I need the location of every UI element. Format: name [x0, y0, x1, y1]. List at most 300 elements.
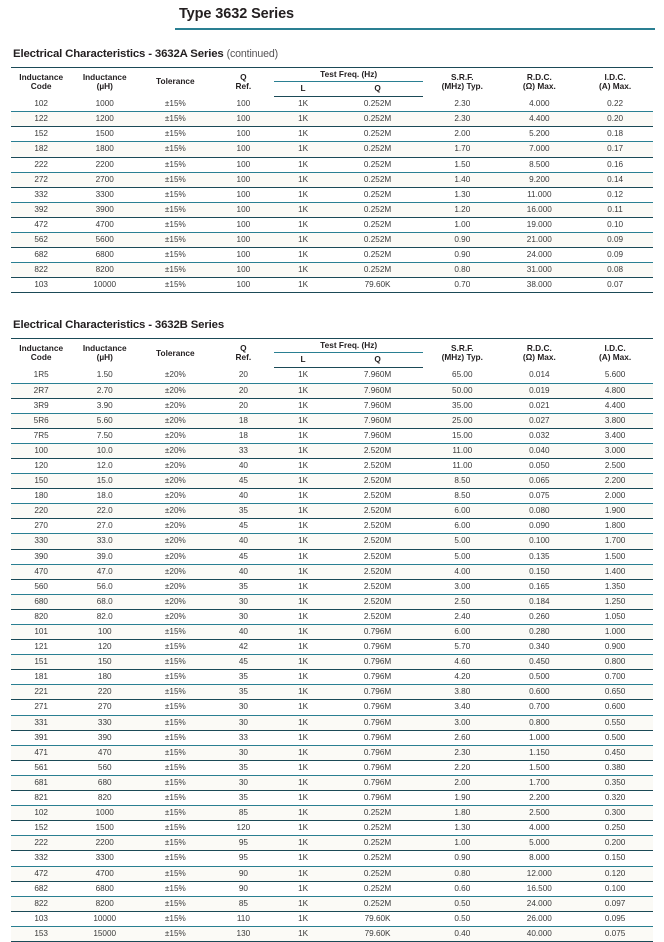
table-row: [11, 127, 653, 142]
cell-idc: 1.700: [577, 534, 653, 549]
cell-test-freq-l: 1K: [274, 926, 332, 941]
cell-idc: 0.250: [577, 821, 653, 836]
cell-srf: 3.00: [423, 715, 501, 730]
col-idc: [577, 339, 653, 368]
table-row: [11, 368, 653, 383]
col-idc-line2: (A) Max.: [598, 352, 632, 363]
cell-rdc: 0.090: [501, 519, 577, 534]
cell-srf: 6.00: [423, 625, 501, 640]
cell-tolerance: ±20%: [138, 579, 212, 594]
cell-test-freq-l: 1K: [274, 519, 332, 534]
cell-tolerance: ±20%: [138, 398, 212, 413]
col-idc-line2: (A) Max.: [598, 80, 632, 91]
cell-test-freq-q: 0.796M: [332, 730, 423, 745]
cell-test-freq-l: 1K: [274, 97, 332, 112]
cell-tolerance: ±15%: [138, 881, 212, 896]
cell-test-freq-l: 1K: [274, 625, 332, 640]
cell-test-freq-l: 1K: [274, 112, 332, 127]
cell-inductance-code: 391: [11, 730, 71, 745]
cell-inductance-code: 2R7: [11, 383, 71, 398]
cell-q-ref: 130: [213, 926, 275, 941]
col-inductance-line1: Inductance: [82, 343, 127, 354]
cell-inductance: 5.60: [71, 413, 138, 428]
cell-inductance-code: 330: [11, 534, 71, 549]
cell-rdc: 0.027: [501, 413, 577, 428]
cell-test-freq-l: 1K: [274, 760, 332, 775]
spec-table-3632b: [11, 338, 653, 942]
cell-srf: 1.20: [423, 202, 501, 217]
cell-inductance-code: 272: [11, 172, 71, 187]
table-row: [11, 745, 653, 760]
cell-srf: 11.00: [423, 458, 501, 473]
cell-test-freq-l: 1K: [274, 383, 332, 398]
cell-test-freq-l: 1K: [274, 202, 332, 217]
table-row: [11, 881, 653, 896]
cell-srf: 0.50: [423, 911, 501, 926]
cell-tolerance: ±15%: [138, 655, 212, 670]
cell-inductance: 1000: [71, 806, 138, 821]
cell-rdc: 0.080: [501, 504, 577, 519]
cell-srf: 0.80: [423, 866, 501, 881]
cell-idc: 3.400: [577, 428, 653, 443]
cell-rdc: 5.000: [501, 836, 577, 851]
cell-inductance-code: 270: [11, 519, 71, 534]
cell-test-freq-q: 7.960M: [332, 383, 423, 398]
cell-test-freq-q: 0.796M: [332, 685, 423, 700]
table-row: [11, 715, 653, 730]
cell-idc: 0.600: [577, 700, 653, 715]
cell-test-freq-l: 1K: [274, 172, 332, 187]
cell-srf: 25.00: [423, 413, 501, 428]
cell-test-freq-q: 0.796M: [332, 625, 423, 640]
cell-test-freq-q: 2.520M: [332, 519, 423, 534]
cell-tolerance: ±15%: [138, 821, 212, 836]
cell-srf: 2.40: [423, 609, 501, 624]
col-test-freq-group: Test Freq. (Hz): [274, 339, 423, 353]
cell-inductance: 330: [71, 715, 138, 730]
col-idc-line1: I.D.C.: [604, 343, 626, 354]
cell-q-ref: 100: [213, 278, 275, 293]
cell-inductance-code: 680: [11, 594, 71, 609]
cell-idc: 1.400: [577, 564, 653, 579]
table-row: [11, 443, 653, 458]
cell-rdc: 38.000: [501, 278, 577, 293]
spec-table-3632a: [11, 67, 653, 293]
cell-rdc: 8.000: [501, 851, 577, 866]
cell-srf: 2.00: [423, 127, 501, 142]
cell-tolerance: ±20%: [138, 594, 212, 609]
cell-inductance: 10000: [71, 278, 138, 293]
cell-q-ref: 20: [213, 398, 275, 413]
cell-inductance-code: 820: [11, 609, 71, 624]
col-test-freq-q: Q: [332, 353, 423, 368]
cell-srf: 50.00: [423, 383, 501, 398]
cell-rdc: 4.000: [501, 821, 577, 836]
cell-tolerance: ±15%: [138, 851, 212, 866]
table-row: [11, 730, 653, 745]
cell-tolerance: ±20%: [138, 474, 212, 489]
cell-tolerance: ±20%: [138, 519, 212, 534]
cell-test-freq-l: 1K: [274, 881, 332, 896]
cell-tolerance: ±20%: [138, 564, 212, 579]
col-rdc-line1: R.D.C.: [526, 343, 552, 354]
cell-test-freq-l: 1K: [274, 443, 332, 458]
col-srf: [423, 68, 501, 97]
cell-tolerance: ±15%: [138, 233, 212, 248]
cell-srf: 2.60: [423, 730, 501, 745]
cell-inductance-code: 151: [11, 655, 71, 670]
cell-test-freq-l: 1K: [274, 489, 332, 504]
table-row: [11, 428, 653, 443]
cell-rdc: 21.000: [501, 233, 577, 248]
cell-inductance-code: 120: [11, 458, 71, 473]
table-row: [11, 248, 653, 263]
cell-tolerance: ±15%: [138, 791, 212, 806]
cell-q-ref: 95: [213, 836, 275, 851]
cell-inductance: 12.0: [71, 458, 138, 473]
cell-tolerance: ±20%: [138, 504, 212, 519]
cell-inductance-code: 7R5: [11, 428, 71, 443]
col-q-ref-line1: Q: [240, 71, 247, 82]
cell-rdc: 0.700: [501, 700, 577, 715]
cell-test-freq-q: 79.60K: [332, 911, 423, 926]
cell-idc: 0.09: [577, 248, 653, 263]
cell-srf: 8.50: [423, 489, 501, 504]
col-test-freq-l: L: [274, 353, 332, 368]
col-tolerance: Tolerance: [156, 347, 195, 358]
cell-test-freq-q: 0.252M: [332, 881, 423, 896]
section-heading-3632a: [11, 48, 653, 60]
cell-inductance-code: 470: [11, 564, 71, 579]
cell-idc: 5.600: [577, 368, 653, 383]
cell-test-freq-l: 1K: [274, 534, 332, 549]
cell-rdc: 4.000: [501, 97, 577, 112]
cell-srf: 0.60: [423, 881, 501, 896]
cell-tolerance: ±15%: [138, 112, 212, 127]
cell-srf: 3.40: [423, 700, 501, 715]
cell-inductance-code: 472: [11, 866, 71, 881]
cell-tolerance: ±20%: [138, 368, 212, 383]
cell-q-ref: 35: [213, 760, 275, 775]
table-row: [11, 489, 653, 504]
cell-idc: 0.700: [577, 670, 653, 685]
cell-srf: 2.30: [423, 112, 501, 127]
cell-test-freq-l: 1K: [274, 730, 332, 745]
cell-inductance-code: 1R5: [11, 368, 71, 383]
cell-inductance: 8200: [71, 263, 138, 278]
cell-inductance: 1500: [71, 821, 138, 836]
table-row: [11, 413, 653, 428]
header-group-row: [11, 68, 653, 82]
cell-test-freq-l: 1K: [274, 142, 332, 157]
cell-test-freq-l: 1K: [274, 594, 332, 609]
col-srf-line2: (MHz) Typ.: [441, 80, 483, 91]
cell-q-ref: 20: [213, 383, 275, 398]
cell-q-ref: 100: [213, 157, 275, 172]
col-inductance-code: [11, 339, 71, 368]
cell-rdc: 40.000: [501, 926, 577, 941]
cell-q-ref: 100: [213, 172, 275, 187]
cell-test-freq-q: 0.252M: [332, 896, 423, 911]
cell-inductance-code: 152: [11, 127, 71, 142]
cell-idc: 0.900: [577, 640, 653, 655]
cell-idc: 0.120: [577, 866, 653, 881]
cell-inductance: 8200: [71, 896, 138, 911]
cell-inductance-code: 331: [11, 715, 71, 730]
cell-rdc: 0.280: [501, 625, 577, 640]
cell-test-freq-l: 1K: [274, 217, 332, 232]
cell-tolerance: ±15%: [138, 127, 212, 142]
cell-q-ref: 45: [213, 655, 275, 670]
cell-test-freq-q: 0.252M: [332, 172, 423, 187]
col-rdc-line2: (Ω) Max.: [522, 352, 556, 363]
cell-rdc: 0.021: [501, 398, 577, 413]
cell-inductance: 1200: [71, 112, 138, 127]
cell-tolerance: ±15%: [138, 248, 212, 263]
table-row: [11, 263, 653, 278]
cell-idc: 2.200: [577, 474, 653, 489]
cell-q-ref: 18: [213, 428, 275, 443]
cell-inductance-code: 103: [11, 911, 71, 926]
cell-idc: 0.450: [577, 745, 653, 760]
cell-test-freq-l: 1K: [274, 609, 332, 624]
cell-test-freq-q: 0.796M: [332, 775, 423, 790]
cell-inductance-code: 153: [11, 926, 71, 941]
cell-q-ref: 30: [213, 745, 275, 760]
cell-tolerance: ±20%: [138, 458, 212, 473]
cell-rdc: 2.200: [501, 791, 577, 806]
cell-inductance: 39.0: [71, 549, 138, 564]
cell-rdc: 0.135: [501, 549, 577, 564]
cell-test-freq-l: 1K: [274, 715, 332, 730]
cell-tolerance: ±15%: [138, 911, 212, 926]
cell-srf: 1.80: [423, 806, 501, 821]
cell-test-freq-q: 7.960M: [332, 398, 423, 413]
table-row: [11, 534, 653, 549]
cell-inductance: 10.0: [71, 443, 138, 458]
cell-test-freq-q: 0.252M: [332, 217, 423, 232]
table-row: [11, 157, 653, 172]
cell-inductance-code: 221: [11, 685, 71, 700]
cell-test-freq-q: 2.520M: [332, 489, 423, 504]
cell-test-freq-q: 0.796M: [332, 791, 423, 806]
cell-test-freq-l: 1K: [274, 549, 332, 564]
title-underline: [175, 28, 655, 30]
cell-inductance: 18.0: [71, 489, 138, 504]
cell-rdc: 0.260: [501, 609, 577, 624]
cell-inductance: 1800: [71, 142, 138, 157]
table-row: [11, 821, 653, 836]
cell-rdc: 0.014: [501, 368, 577, 383]
cell-q-ref: 45: [213, 474, 275, 489]
cell-inductance: 100: [71, 625, 138, 640]
cell-idc: 2.000: [577, 489, 653, 504]
cell-q-ref: 100: [213, 217, 275, 232]
table-row: [11, 655, 653, 670]
cell-rdc: 0.019: [501, 383, 577, 398]
cell-rdc: 26.000: [501, 911, 577, 926]
cell-test-freq-q: 0.252M: [332, 263, 423, 278]
cell-test-freq-q: 0.796M: [332, 670, 423, 685]
cell-q-ref: 33: [213, 730, 275, 745]
cell-rdc: 4.400: [501, 112, 577, 127]
table-row: [11, 836, 653, 851]
cell-idc: 0.097: [577, 896, 653, 911]
cell-test-freq-l: 1K: [274, 806, 332, 821]
cell-inductance: 4700: [71, 217, 138, 232]
cell-tolerance: ±15%: [138, 142, 212, 157]
cell-tolerance: ±15%: [138, 670, 212, 685]
cell-inductance-code: 561: [11, 760, 71, 775]
table-row: [11, 202, 653, 217]
cell-q-ref: 100: [213, 202, 275, 217]
cell-test-freq-q: 0.252M: [332, 233, 423, 248]
cell-rdc: 0.040: [501, 443, 577, 458]
cell-srf: 1.30: [423, 187, 501, 202]
cell-idc: 3.800: [577, 413, 653, 428]
cell-srf: 8.50: [423, 474, 501, 489]
cell-inductance-code: 181: [11, 670, 71, 685]
cell-tolerance: ±15%: [138, 97, 212, 112]
cell-test-freq-l: 1K: [274, 263, 332, 278]
cell-srf: 2.50: [423, 594, 501, 609]
col-test-freq-q: Q: [332, 82, 423, 97]
cell-inductance-code: 332: [11, 187, 71, 202]
cell-idc: 0.320: [577, 791, 653, 806]
cell-inductance-code: 222: [11, 157, 71, 172]
cell-tolerance: ±15%: [138, 806, 212, 821]
cell-idc: 0.550: [577, 715, 653, 730]
cell-srf: 1.40: [423, 172, 501, 187]
cell-test-freq-l: 1K: [274, 700, 332, 715]
cell-rdc: 19.000: [501, 217, 577, 232]
cell-test-freq-l: 1K: [274, 504, 332, 519]
col-idc-line1: I.D.C.: [604, 71, 626, 82]
cell-idc: 1.000: [577, 625, 653, 640]
cell-q-ref: 95: [213, 851, 275, 866]
cell-tolerance: ±20%: [138, 549, 212, 564]
cell-idc: 0.300: [577, 806, 653, 821]
cell-test-freq-q: 2.520M: [332, 564, 423, 579]
cell-srf: 1.30: [423, 821, 501, 836]
cell-tolerance: ±20%: [138, 383, 212, 398]
cell-idc: 0.650: [577, 685, 653, 700]
cell-test-freq-q: 2.520M: [332, 458, 423, 473]
cell-q-ref: 100: [213, 112, 275, 127]
col-rdc-line2: (Ω) Max.: [522, 80, 556, 91]
cell-srf: 5.00: [423, 549, 501, 564]
table-row: [11, 579, 653, 594]
cell-srf: 0.70: [423, 278, 501, 293]
cell-test-freq-q: 79.60K: [332, 278, 423, 293]
col-inductance-line2: (µH): [96, 80, 113, 91]
cell-test-freq-q: 0.796M: [332, 760, 423, 775]
col-inductance-code: [11, 68, 71, 97]
cell-inductance-code: 390: [11, 549, 71, 564]
cell-test-freq-q: 0.796M: [332, 700, 423, 715]
col-q-ref-line2: Ref.: [235, 352, 252, 363]
col-srf-line1: S.R.F.: [450, 343, 474, 354]
cell-rdc: 5.200: [501, 127, 577, 142]
cell-idc: 0.22: [577, 97, 653, 112]
cell-idc: 0.380: [577, 760, 653, 775]
section-heading-text: Electrical Characteristics - 3632B Series: [13, 319, 225, 332]
cell-q-ref: 35: [213, 579, 275, 594]
cell-srf: 1.00: [423, 217, 501, 232]
cell-test-freq-q: 0.252M: [332, 112, 423, 127]
page-title: Type 3632 Series: [179, 6, 295, 22]
cell-srf: 6.00: [423, 504, 501, 519]
cell-test-freq-q: 0.796M: [332, 745, 423, 760]
table-row: [11, 926, 653, 941]
table-row: [11, 806, 653, 821]
cell-q-ref: 85: [213, 806, 275, 821]
cell-inductance: 3300: [71, 187, 138, 202]
cell-test-freq-q: 0.252M: [332, 97, 423, 112]
cell-rdc: 0.050: [501, 458, 577, 473]
section-heading-note: (continued): [226, 48, 278, 61]
cell-srf: 3.80: [423, 685, 501, 700]
cell-inductance: 33.0: [71, 534, 138, 549]
cell-inductance: 270: [71, 700, 138, 715]
cell-inductance: 680: [71, 775, 138, 790]
cell-inductance: 22.0: [71, 504, 138, 519]
cell-inductance-code: 562: [11, 233, 71, 248]
cell-srf: 0.40: [423, 926, 501, 941]
cell-q-ref: 18: [213, 413, 275, 428]
table-row: [11, 760, 653, 775]
cell-test-freq-l: 1K: [274, 655, 332, 670]
cell-srf: 1.00: [423, 836, 501, 851]
cell-inductance: 6800: [71, 248, 138, 263]
cell-test-freq-q: 0.252M: [332, 142, 423, 157]
table-row: [11, 97, 653, 112]
cell-inductance: 120: [71, 640, 138, 655]
cell-test-freq-l: 1K: [274, 911, 332, 926]
cell-q-ref: 20: [213, 368, 275, 383]
cell-idc: 1.350: [577, 579, 653, 594]
cell-srf: 4.00: [423, 564, 501, 579]
cell-test-freq-l: 1K: [274, 685, 332, 700]
table-row: [11, 564, 653, 579]
cell-rdc: 11.000: [501, 187, 577, 202]
cell-q-ref: 40: [213, 534, 275, 549]
cell-srf: 0.80: [423, 263, 501, 278]
cell-q-ref: 100: [213, 142, 275, 157]
cell-inductance-code: 472: [11, 217, 71, 232]
cell-q-ref: 42: [213, 640, 275, 655]
cell-tolerance: ±15%: [138, 202, 212, 217]
cell-test-freq-q: 2.520M: [332, 504, 423, 519]
cell-inductance: 47.0: [71, 564, 138, 579]
cell-q-ref: 100: [213, 233, 275, 248]
cell-inductance: 5600: [71, 233, 138, 248]
table-head: [11, 68, 653, 97]
col-inductance-line1: Inductance: [82, 71, 127, 82]
cell-test-freq-q: 0.252M: [332, 127, 423, 142]
cell-test-freq-l: 1K: [274, 398, 332, 413]
col-rdc-line1: R.D.C.: [526, 71, 552, 82]
cell-tolerance: ±20%: [138, 489, 212, 504]
table-row: [11, 670, 653, 685]
cell-srf: 2.30: [423, 745, 501, 760]
cell-tolerance: ±20%: [138, 413, 212, 428]
cell-rdc: 1.700: [501, 775, 577, 790]
table-row: [11, 625, 653, 640]
table-row: [11, 458, 653, 473]
cell-rdc: 1.150: [501, 745, 577, 760]
cell-q-ref: 100: [213, 248, 275, 263]
